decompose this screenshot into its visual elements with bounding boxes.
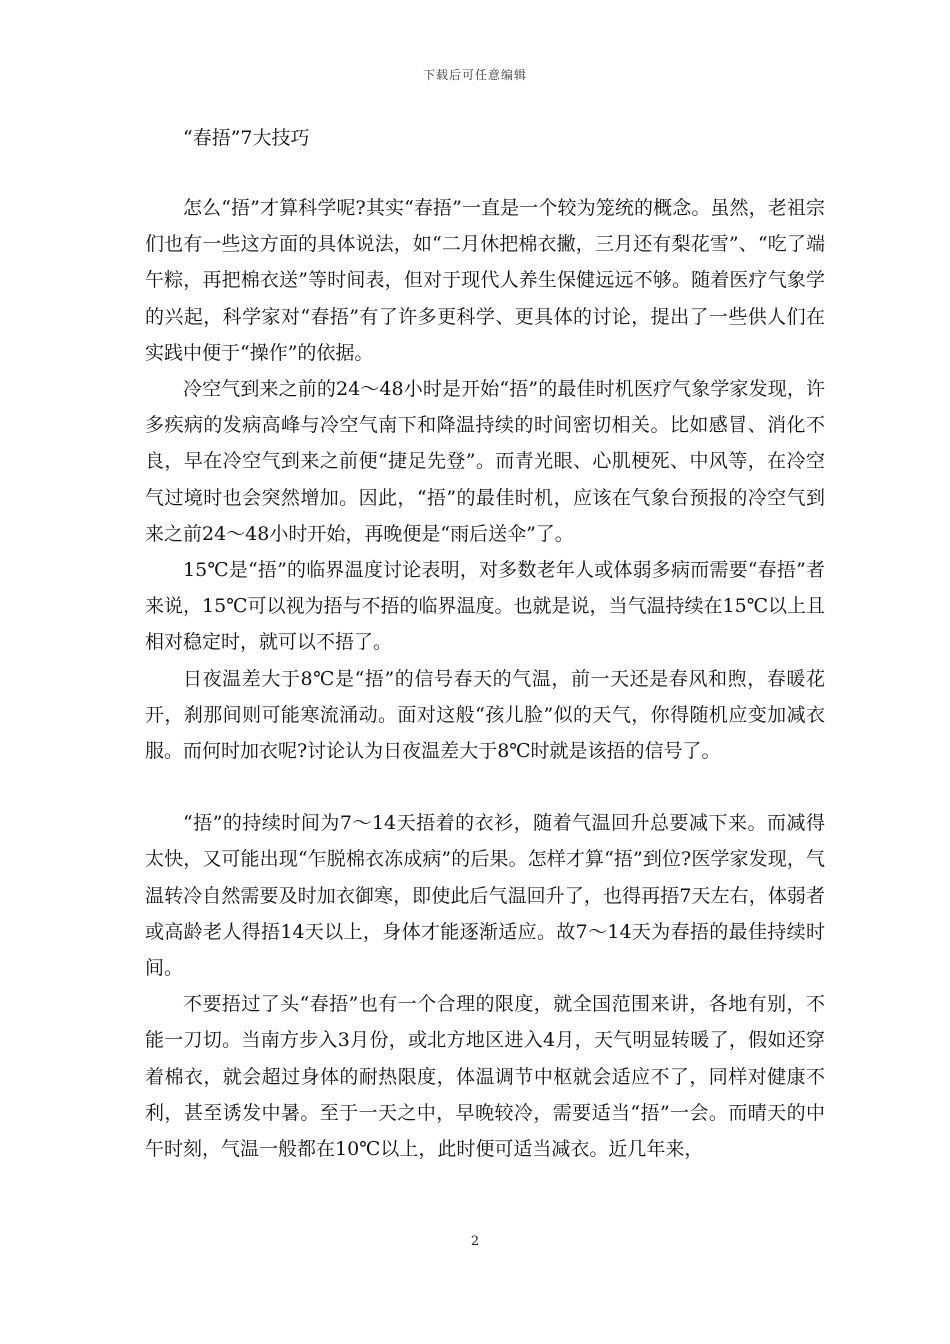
page-number: 2 bbox=[470, 1234, 480, 1249]
paragraph-limit: 不要捂过了头“春捂”也有一个合理的限度，就全国范围来讲，各地有别，不能一刀切。当南方步入3月份，或北方地区进入4月，天气明显转暖了，假如还穿着棉衣，就会超过身体的耐热限度，体温调节中枢就会适应不了，同样对健康不利，甚至诱发中暑。至于一天之中，早晚较冷，需要适当“捂”一会。而晴天的中午时刻，气温一般都在10℃以上，此时便可适当减衣。近几年来， bbox=[145, 993, 825, 1161]
page-header-note: 下载后可任意编辑 bbox=[422, 68, 527, 82]
paragraph-duration: “捂”的持续时间为7～14天捂着的衣衫，随着气温回升总要减下来。而减得太快，又可能出现“乍脱棉衣冻成病”的后果。怎样才算“捂”到位?医学家发现，气温转冷自然需要及时加衣御寒，即使此后气温回升了，也得再捂7天左右，体弱者或高龄老人得捂14天以上，身体才能逐渐适应。故7～14天为春捂的最佳持续时间。 bbox=[145, 812, 825, 980]
paragraph-critical-temperature: 15℃是“捂”的临界温度讨论表明，对多数老年人或体弱多病而需要“春捂”者来说，15℃可以视为捂与不捂的临界温度。也就是说，当气温持续在15℃以上且相对稳定时，就可以不捂了。 bbox=[145, 559, 825, 654]
document-body bbox=[145, 190, 825, 1167]
paragraph-intro: 怎么“捂”才算科学呢?其实“春捂”一直是一个较为笼统的概念。虽然，老祖宗们也有一些这方面的具体说法，如“二月休把棉衣撇，三月还有梨花雪”、“吃了端午粽，再把棉衣送”等时间表，但对于现代人养生保健远远不够。随着医疗气象学的兴起，科学家对“春捂”有了许多更科学、更具体的讨论，提出了一些供人们在实践中便于“操作”的依据。 bbox=[145, 197, 825, 364]
paragraph-timing: 冷空气到来之前的24～48小时是开始“捂”的最佳时机医疗气象学家发现，许多疾病的发病高峰与冷空气南下和降温持续的时间密切相关。比如感冒、消化不良，早在冷空气到来之前便“捷足先登”。而青光眼、心肌梗死、中风等，在冷空气过境时也会突然增加。因此，“捂”的最佳时机，应该在气象台预报的冷空气到来之前24～48小时开始，再晚便是“雨后送伞”了。 bbox=[145, 378, 825, 545]
document-title: “春捂”7大技巧 bbox=[183, 127, 310, 149]
paragraph-temperature-difference: 日夜温差大于8℃是“捂”的信号春天的气温，前一天还是春风和煦，春暖花开，刹那间则可能寒流涌动。面对这般“孩儿脸”似的天气，你得随机应变加减衣服。而何时加衣呢?讨论认为日夜温差大于8℃时就是该捂的信号了。 bbox=[145, 667, 825, 763]
